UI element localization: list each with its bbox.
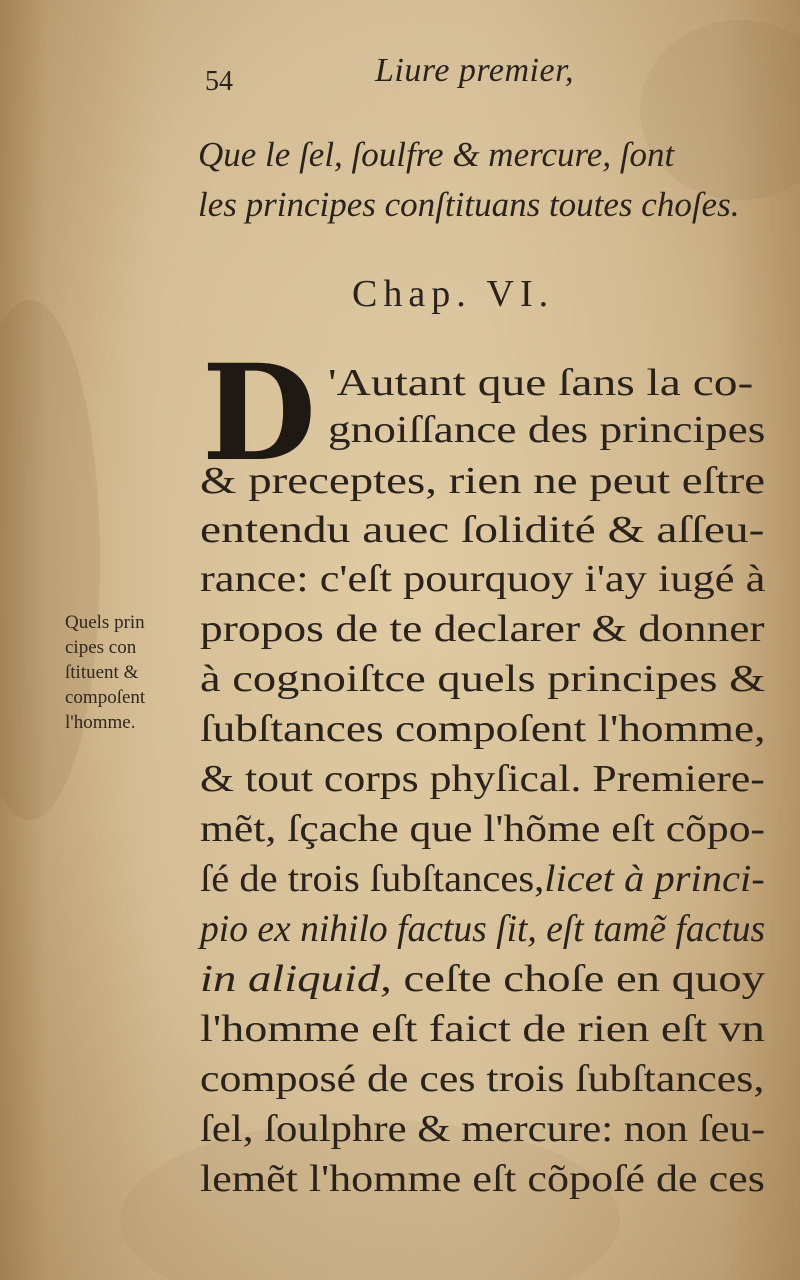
body-line: propos de te declarer & donner (200, 608, 765, 650)
page-number: 54 (205, 66, 233, 97)
running-title: Liure premier, (375, 52, 575, 89)
body-line: & tout corps phyſical. Premiere- (200, 758, 765, 800)
body-line: gnoiſſance des principes (328, 409, 766, 451)
body-line: in aliquid, ceſte choſe en quoy (200, 958, 766, 1000)
margin-note-line: ſtituent & (65, 662, 139, 683)
body-line: entendu auec ſolidité & aſſeu- (200, 509, 765, 551)
summary-line: Que le ſel, ſoulfre & mercure, ſont (198, 135, 675, 174)
body-line: lemẽt l'homme eſt cõpoſé de ces (200, 1158, 765, 1200)
body-line: ſel, ſoulphre & mercure: non ſeu- (200, 1108, 766, 1150)
summary-line: les principes conſtituans toutes choſes. (198, 185, 740, 224)
drop-cap-initial: D (201, 336, 317, 491)
body-line: à cognoiſtce quels principes & (200, 658, 766, 700)
margin-note-line: l'homme. (65, 712, 136, 733)
body-line: pio ex nihilo factus ſit, eſt tamẽ factus (200, 908, 766, 950)
margin-note-line: compoſent (65, 687, 146, 708)
body-line: ſubſtances compoſent l'homme, (200, 708, 766, 750)
body-line: & preceptes, rien ne peut eſtre (200, 460, 766, 502)
margin-note-line: cipes con (65, 637, 137, 658)
body-line: rance: c'eſt pourquoy i'ay iugé à (200, 558, 766, 600)
chapter-heading: Chap. VI. (352, 273, 555, 315)
body-line: composé de ces trois ſubſtances, (200, 1058, 765, 1100)
body-line: l'homme eſt faict de rien eſt vn (200, 1008, 765, 1050)
margin-note-line: Quels prin (65, 612, 145, 633)
body-line: ſé de trois ſubſtances,licet à princi- (200, 858, 765, 900)
body-line: 'Autant que ſans la co- (328, 362, 754, 404)
body-line: mẽt, ſçache que l'hõme eſt cõpo- (200, 808, 766, 850)
